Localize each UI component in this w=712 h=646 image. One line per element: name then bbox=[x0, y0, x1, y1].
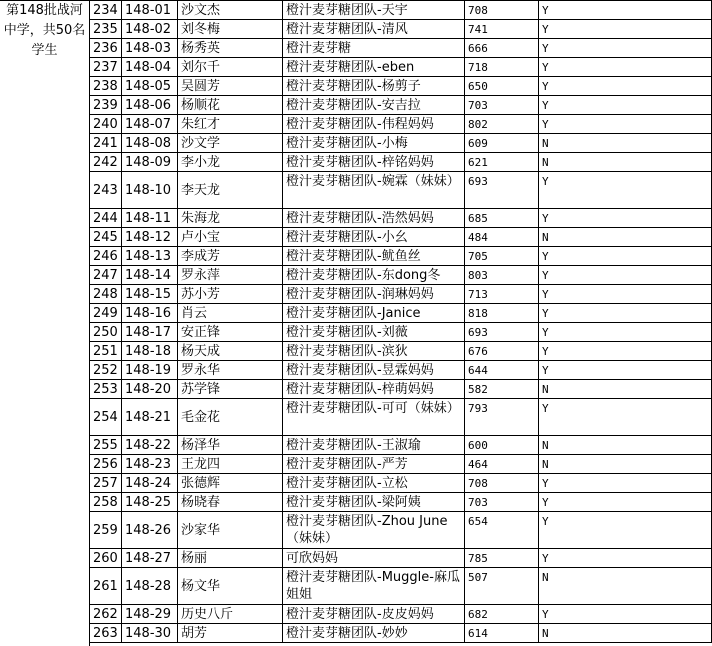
student-name-cell: 杨秀英 bbox=[178, 39, 283, 58]
flag-cell: Y bbox=[539, 96, 712, 115]
student-name-cell: 杨文华 bbox=[178, 568, 283, 605]
code-cell: 148-08 bbox=[122, 134, 178, 153]
student-name-cell: 苏小芳 bbox=[178, 285, 283, 304]
student-name-cell: 刘尔千 bbox=[178, 58, 283, 77]
score-cell: 676 bbox=[465, 342, 539, 361]
score-cell: 464 bbox=[465, 455, 539, 474]
student-name-cell: 杨顺花 bbox=[178, 96, 283, 115]
row-index-cell: 254 bbox=[90, 399, 122, 436]
row-index-cell: 247 bbox=[90, 266, 122, 285]
flag-cell: Y bbox=[539, 474, 712, 493]
score-cell: 484 bbox=[465, 228, 539, 247]
sponsor-cell: 橙汁麦芽糖团队-梓铭妈妈 bbox=[283, 153, 465, 172]
sponsor-cell: 橙汁麦芽糖团队-皮皮妈妈 bbox=[283, 605, 465, 624]
flag-cell: N bbox=[539, 153, 712, 172]
sponsor-cell: 橙汁麦芽糖团队-清风 bbox=[283, 20, 465, 39]
sponsor-cell: 橙汁麦芽糖团队-eben bbox=[283, 58, 465, 77]
code-cell: 148-23 bbox=[122, 455, 178, 474]
flag-cell: Y bbox=[539, 512, 712, 549]
score-cell: 708 bbox=[465, 1, 539, 20]
score-cell: 703 bbox=[465, 493, 539, 512]
row-index-cell: 248 bbox=[90, 285, 122, 304]
flag-cell: N bbox=[539, 134, 712, 153]
sponsor-cell: 橙汁麦芽糖团队-Janice bbox=[283, 304, 465, 323]
student-name-cell: 沙文学 bbox=[178, 134, 283, 153]
code-cell: 148-06 bbox=[122, 96, 178, 115]
row-index-cell: 258 bbox=[90, 493, 122, 512]
score-cell: 718 bbox=[465, 58, 539, 77]
sponsor-cell: 橙汁麦芽糖团队-婉霖（妹妹） bbox=[283, 172, 465, 209]
score-cell: 650 bbox=[465, 77, 539, 96]
row-index-cell: 245 bbox=[90, 228, 122, 247]
score-cell: 614 bbox=[465, 624, 539, 643]
flag-cell: N bbox=[539, 568, 712, 605]
row-index-cell: 237 bbox=[90, 58, 122, 77]
code-cell: 148-07 bbox=[122, 115, 178, 134]
code-cell: 148-26 bbox=[122, 512, 178, 549]
sponsor-cell: 橙汁麦芽糖团队-杨剪子 bbox=[283, 77, 465, 96]
code-cell: 148-04 bbox=[122, 58, 178, 77]
sponsor-cell: 橙汁麦芽糖团队-东dong冬 bbox=[283, 266, 465, 285]
score-cell: 600 bbox=[465, 436, 539, 455]
code-cell: 148-10 bbox=[122, 172, 178, 209]
sponsor-cell: 橙汁麦芽糖团队-浩然妈妈 bbox=[283, 209, 465, 228]
row-index-cell: 252 bbox=[90, 361, 122, 380]
sponsor-cell: 橙汁麦芽糖团队-天宇 bbox=[283, 1, 465, 20]
score-cell: 785 bbox=[465, 549, 539, 568]
flag-cell: Y bbox=[539, 247, 712, 266]
sponsor-cell: 橙汁麦芽糖团队-润琳妈妈 bbox=[283, 285, 465, 304]
row-index-cell: 242 bbox=[90, 153, 122, 172]
sponsor-cell: 橙汁麦芽糖团队-妙妙 bbox=[283, 624, 465, 643]
row-index-cell: 240 bbox=[90, 115, 122, 134]
code-cell: 148-22 bbox=[122, 436, 178, 455]
student-name-cell: 杨泽华 bbox=[178, 436, 283, 455]
row-index-cell: 260 bbox=[90, 549, 122, 568]
row-index-cell: 243 bbox=[90, 172, 122, 209]
student-name-cell: 朱海龙 bbox=[178, 209, 283, 228]
row-index-cell: 236 bbox=[90, 39, 122, 58]
student-name-cell: 李天龙 bbox=[178, 172, 283, 209]
student-name-cell: 杨晓春 bbox=[178, 493, 283, 512]
sponsor-cell: 橙汁麦芽糖团队-小梅 bbox=[283, 134, 465, 153]
flag-cell: N bbox=[539, 436, 712, 455]
student-name-cell: 张德辉 bbox=[178, 474, 283, 493]
code-cell: 148-15 bbox=[122, 285, 178, 304]
score-cell: 682 bbox=[465, 605, 539, 624]
sponsor-cell: 橙汁麦芽糖团队-可可（妹妹） bbox=[283, 399, 465, 436]
code-cell: 148-09 bbox=[122, 153, 178, 172]
student-name-cell: 罗永华 bbox=[178, 361, 283, 380]
score-cell: 582 bbox=[465, 380, 539, 399]
flag-cell: N bbox=[539, 228, 712, 247]
row-index-cell: 255 bbox=[90, 436, 122, 455]
flag-cell: Y bbox=[539, 266, 712, 285]
code-cell: 148-17 bbox=[122, 323, 178, 342]
code-cell: 148-29 bbox=[122, 605, 178, 624]
sponsor-cell: 橙汁麦芽糖团队-伟程妈妈 bbox=[283, 115, 465, 134]
score-cell: 703 bbox=[465, 96, 539, 115]
row-index-cell: 235 bbox=[90, 20, 122, 39]
sponsor-cell: 橙汁麦芽糖团队-Muggle-麻瓜姐姐 bbox=[283, 568, 465, 605]
code-cell: 148-12 bbox=[122, 228, 178, 247]
sponsor-cell: 橙汁麦芽糖团队-王淑瑜 bbox=[283, 436, 465, 455]
flag-cell: Y bbox=[539, 399, 712, 436]
row-index-cell: 241 bbox=[90, 134, 122, 153]
student-name-cell: 罗永萍 bbox=[178, 266, 283, 285]
flag-cell: N bbox=[539, 380, 712, 399]
flag-cell: Y bbox=[539, 549, 712, 568]
student-name-cell: 沙文杰 bbox=[178, 1, 283, 20]
flag-cell: Y bbox=[539, 342, 712, 361]
row-index-cell: 253 bbox=[90, 380, 122, 399]
score-cell: 793 bbox=[465, 399, 539, 436]
code-cell: 148-27 bbox=[122, 549, 178, 568]
sponsor-cell: 橙汁麦芽糖团队-梁阿姨 bbox=[283, 493, 465, 512]
sponsor-cell: 橙汁麦芽糖团队-小幺 bbox=[283, 228, 465, 247]
row-index-cell: 257 bbox=[90, 474, 122, 493]
student-name-cell: 杨天成 bbox=[178, 342, 283, 361]
code-cell: 148-13 bbox=[122, 247, 178, 266]
row-index-cell: 259 bbox=[90, 512, 122, 549]
sponsor-cell: 可欣妈妈 bbox=[283, 549, 465, 568]
sponsor-cell: 橙汁麦芽糖团队-鱿鱼丝 bbox=[283, 247, 465, 266]
code-cell: 148-14 bbox=[122, 266, 178, 285]
student-name-cell: 李小龙 bbox=[178, 153, 283, 172]
flag-cell: Y bbox=[539, 172, 712, 209]
student-name-cell: 卢小宝 bbox=[178, 228, 283, 247]
student-name-cell: 王龙四 bbox=[178, 455, 283, 474]
sponsor-cell: 橙汁麦芽糖团队-严芳 bbox=[283, 455, 465, 474]
code-cell: 148-18 bbox=[122, 342, 178, 361]
flag-cell: Y bbox=[539, 605, 712, 624]
sponsor-cell: 橙汁麦芽糖团队-滨狄 bbox=[283, 342, 465, 361]
flag-cell: Y bbox=[539, 323, 712, 342]
score-cell: 818 bbox=[465, 304, 539, 323]
code-cell: 148-05 bbox=[122, 77, 178, 96]
code-cell: 148-11 bbox=[122, 209, 178, 228]
flag-cell: Y bbox=[539, 20, 712, 39]
student-name-cell: 刘冬梅 bbox=[178, 20, 283, 39]
code-cell: 148-16 bbox=[122, 304, 178, 323]
student-name-cell: 苏学锋 bbox=[178, 380, 283, 399]
row-index-cell: 261 bbox=[90, 568, 122, 605]
score-cell: 654 bbox=[465, 512, 539, 549]
score-cell: 708 bbox=[465, 474, 539, 493]
flag-cell: N bbox=[539, 624, 712, 643]
score-cell: 609 bbox=[465, 134, 539, 153]
code-cell: 148-03 bbox=[122, 39, 178, 58]
flag-cell: Y bbox=[539, 1, 712, 20]
row-index-cell: 239 bbox=[90, 96, 122, 115]
sponsor-cell: 橙汁麦芽糖团队-刘薇 bbox=[283, 323, 465, 342]
student-name-cell: 安正锋 bbox=[178, 323, 283, 342]
score-cell: 621 bbox=[465, 153, 539, 172]
row-index-cell: 263 bbox=[90, 624, 122, 643]
code-cell: 148-19 bbox=[122, 361, 178, 380]
code-cell: 148-24 bbox=[122, 474, 178, 493]
code-cell: 148-25 bbox=[122, 493, 178, 512]
student-name-cell: 吴圆芳 bbox=[178, 77, 283, 96]
row-index-cell: 262 bbox=[90, 605, 122, 624]
sponsor-cell: 橙汁麦芽糖团队-梓萌妈妈 bbox=[283, 380, 465, 399]
score-cell: 685 bbox=[465, 209, 539, 228]
flag-cell: Y bbox=[539, 58, 712, 77]
score-cell: 803 bbox=[465, 266, 539, 285]
code-cell: 148-20 bbox=[122, 380, 178, 399]
flag-cell: Y bbox=[539, 361, 712, 380]
row-index-cell: 256 bbox=[90, 455, 122, 474]
flag-cell: Y bbox=[539, 285, 712, 304]
score-cell: 705 bbox=[465, 247, 539, 266]
row-index-cell: 238 bbox=[90, 77, 122, 96]
row-index-cell: 244 bbox=[90, 209, 122, 228]
row-index-cell: 234 bbox=[90, 1, 122, 20]
code-cell: 148-30 bbox=[122, 624, 178, 643]
row-index-cell: 246 bbox=[90, 247, 122, 266]
flag-cell: Y bbox=[539, 77, 712, 96]
row-index-cell: 251 bbox=[90, 342, 122, 361]
student-name-cell: 历史八斤 bbox=[178, 605, 283, 624]
sponsor-cell: 橙汁麦芽糖团队-Zhou June（妹妹） bbox=[283, 512, 465, 549]
score-cell: 693 bbox=[465, 172, 539, 209]
score-cell: 644 bbox=[465, 361, 539, 380]
sponsor-cell: 橙汁麦芽糖团队-立松 bbox=[283, 474, 465, 493]
student-name-cell: 毛金花 bbox=[178, 399, 283, 436]
student-name-cell: 胡芳 bbox=[178, 624, 283, 643]
student-name-cell: 李成芳 bbox=[178, 247, 283, 266]
score-cell: 802 bbox=[465, 115, 539, 134]
score-cell: 741 bbox=[465, 20, 539, 39]
row-index-cell: 250 bbox=[90, 323, 122, 342]
code-cell: 148-01 bbox=[122, 1, 178, 20]
student-name-cell: 杨丽 bbox=[178, 549, 283, 568]
row-index-cell: 249 bbox=[90, 304, 122, 323]
student-name-cell: 沙家华 bbox=[178, 512, 283, 549]
flag-cell: N bbox=[539, 455, 712, 474]
code-cell: 148-28 bbox=[122, 568, 178, 605]
code-cell: 148-02 bbox=[122, 20, 178, 39]
sponsor-cell: 橙汁麦芽糖 bbox=[283, 39, 465, 58]
student-name-cell: 肖云 bbox=[178, 304, 283, 323]
score-cell: 713 bbox=[465, 285, 539, 304]
flag-cell: Y bbox=[539, 39, 712, 58]
score-cell: 507 bbox=[465, 568, 539, 605]
flag-cell: Y bbox=[539, 304, 712, 323]
score-cell: 693 bbox=[465, 323, 539, 342]
student-name-cell: 朱红才 bbox=[178, 115, 283, 134]
sponsor-cell: 橙汁麦芽糖团队-昱霖妈妈 bbox=[283, 361, 465, 380]
flag-cell: Y bbox=[539, 493, 712, 512]
code-cell: 148-21 bbox=[122, 399, 178, 436]
flag-cell: Y bbox=[539, 115, 712, 134]
sponsor-cell: 橙汁麦芽糖团队-安吉拉 bbox=[283, 96, 465, 115]
flag-cell: Y bbox=[539, 209, 712, 228]
school-label-cell: 第148批战河中学，共50名学生 bbox=[0, 0, 90, 646]
score-cell: 666 bbox=[465, 39, 539, 58]
